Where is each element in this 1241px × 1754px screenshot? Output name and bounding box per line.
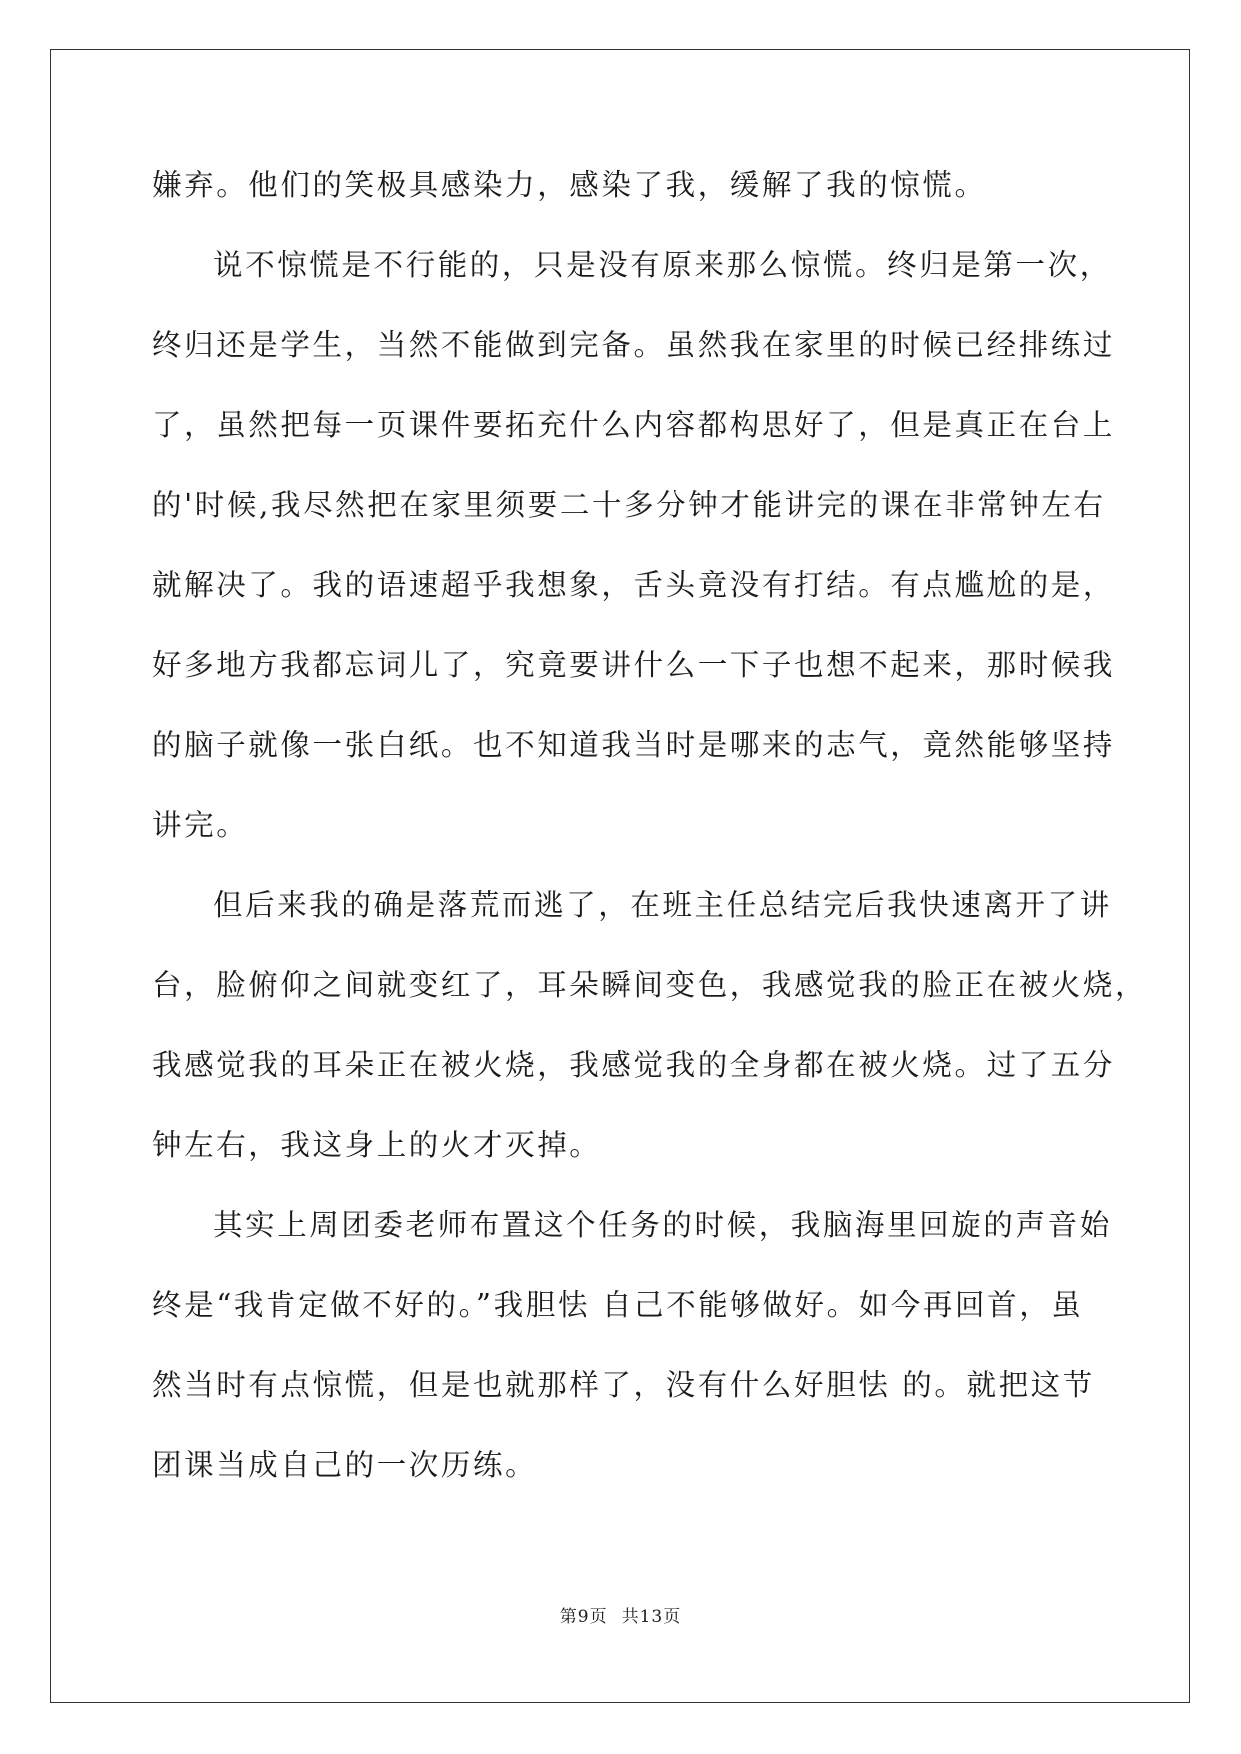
document-body bbox=[152, 165, 1148, 1525]
text-line: 的'时候,我尽然把在家里须要二十多分钟才能讲完的课在非常钟左右 bbox=[152, 488, 1106, 522]
text-line: 我感觉我的耳朵正在被火烧，我感觉我的全身都在被火烧。过了五分 bbox=[152, 1048, 1116, 1082]
text-line: 讲完。 bbox=[152, 808, 249, 842]
page-total: 共13页 bbox=[621, 1607, 682, 1627]
text-line: 就解决了。我的语速超乎我想象，舌头竟没有打结。有点尴尬的是， bbox=[152, 568, 1116, 602]
text-line: 终归还是学生，当然不能做到完备。虽然我在家里的时候已经排练过 bbox=[152, 328, 1116, 362]
text-line: 但后来我的确是落荒而逃了，在班主任总结完后我快速离开了讲 bbox=[213, 888, 1112, 922]
text-line: 了，虽然把每一页课件要拓充什么内容都构思好了，但是真正在台上 bbox=[152, 408, 1116, 442]
text-line: 台，脸俯仰之间就变红了，耳朵瞬间变色，我感觉我的脸正在被火烧， bbox=[152, 968, 1148, 1002]
text-line: 其实上周团委老师布置这个任务的时候，我脑海里回旋的声音始 bbox=[213, 1208, 1112, 1242]
text-line: 嫌弃。他们的笑极具感染力，感染了我，缓解了我的惊慌。 bbox=[152, 168, 987, 202]
page-footer bbox=[0, 1606, 1241, 1628]
text-line: 的脑子就像一张白纸。也不知道我当时是哪来的志气，竟然能够坚持 bbox=[152, 728, 1116, 762]
text-line: 团课当成自己的一次历练。 bbox=[152, 1448, 538, 1482]
page-number: 第9页 bbox=[559, 1607, 608, 1627]
text-line: 说不惊慌是不行能的，只是没有原来那么惊慌。终归是第一次， bbox=[213, 248, 1112, 282]
text-line: 终是“我肯定做不好的。”我胆怯 自己不能够做好。如今再回首，虽 bbox=[152, 1288, 1084, 1322]
text-line: 然当时有点惊慌，但是也就那样了，没有什么好胆怯 的。就把这节 bbox=[152, 1368, 1095, 1402]
text-line: 钟左右，我这身上的火才灭掉。 bbox=[152, 1128, 602, 1162]
text-line: 好多地方我都忘词儿了，究竟要讲什么一下子也想不起来，那时候我 bbox=[152, 648, 1116, 682]
